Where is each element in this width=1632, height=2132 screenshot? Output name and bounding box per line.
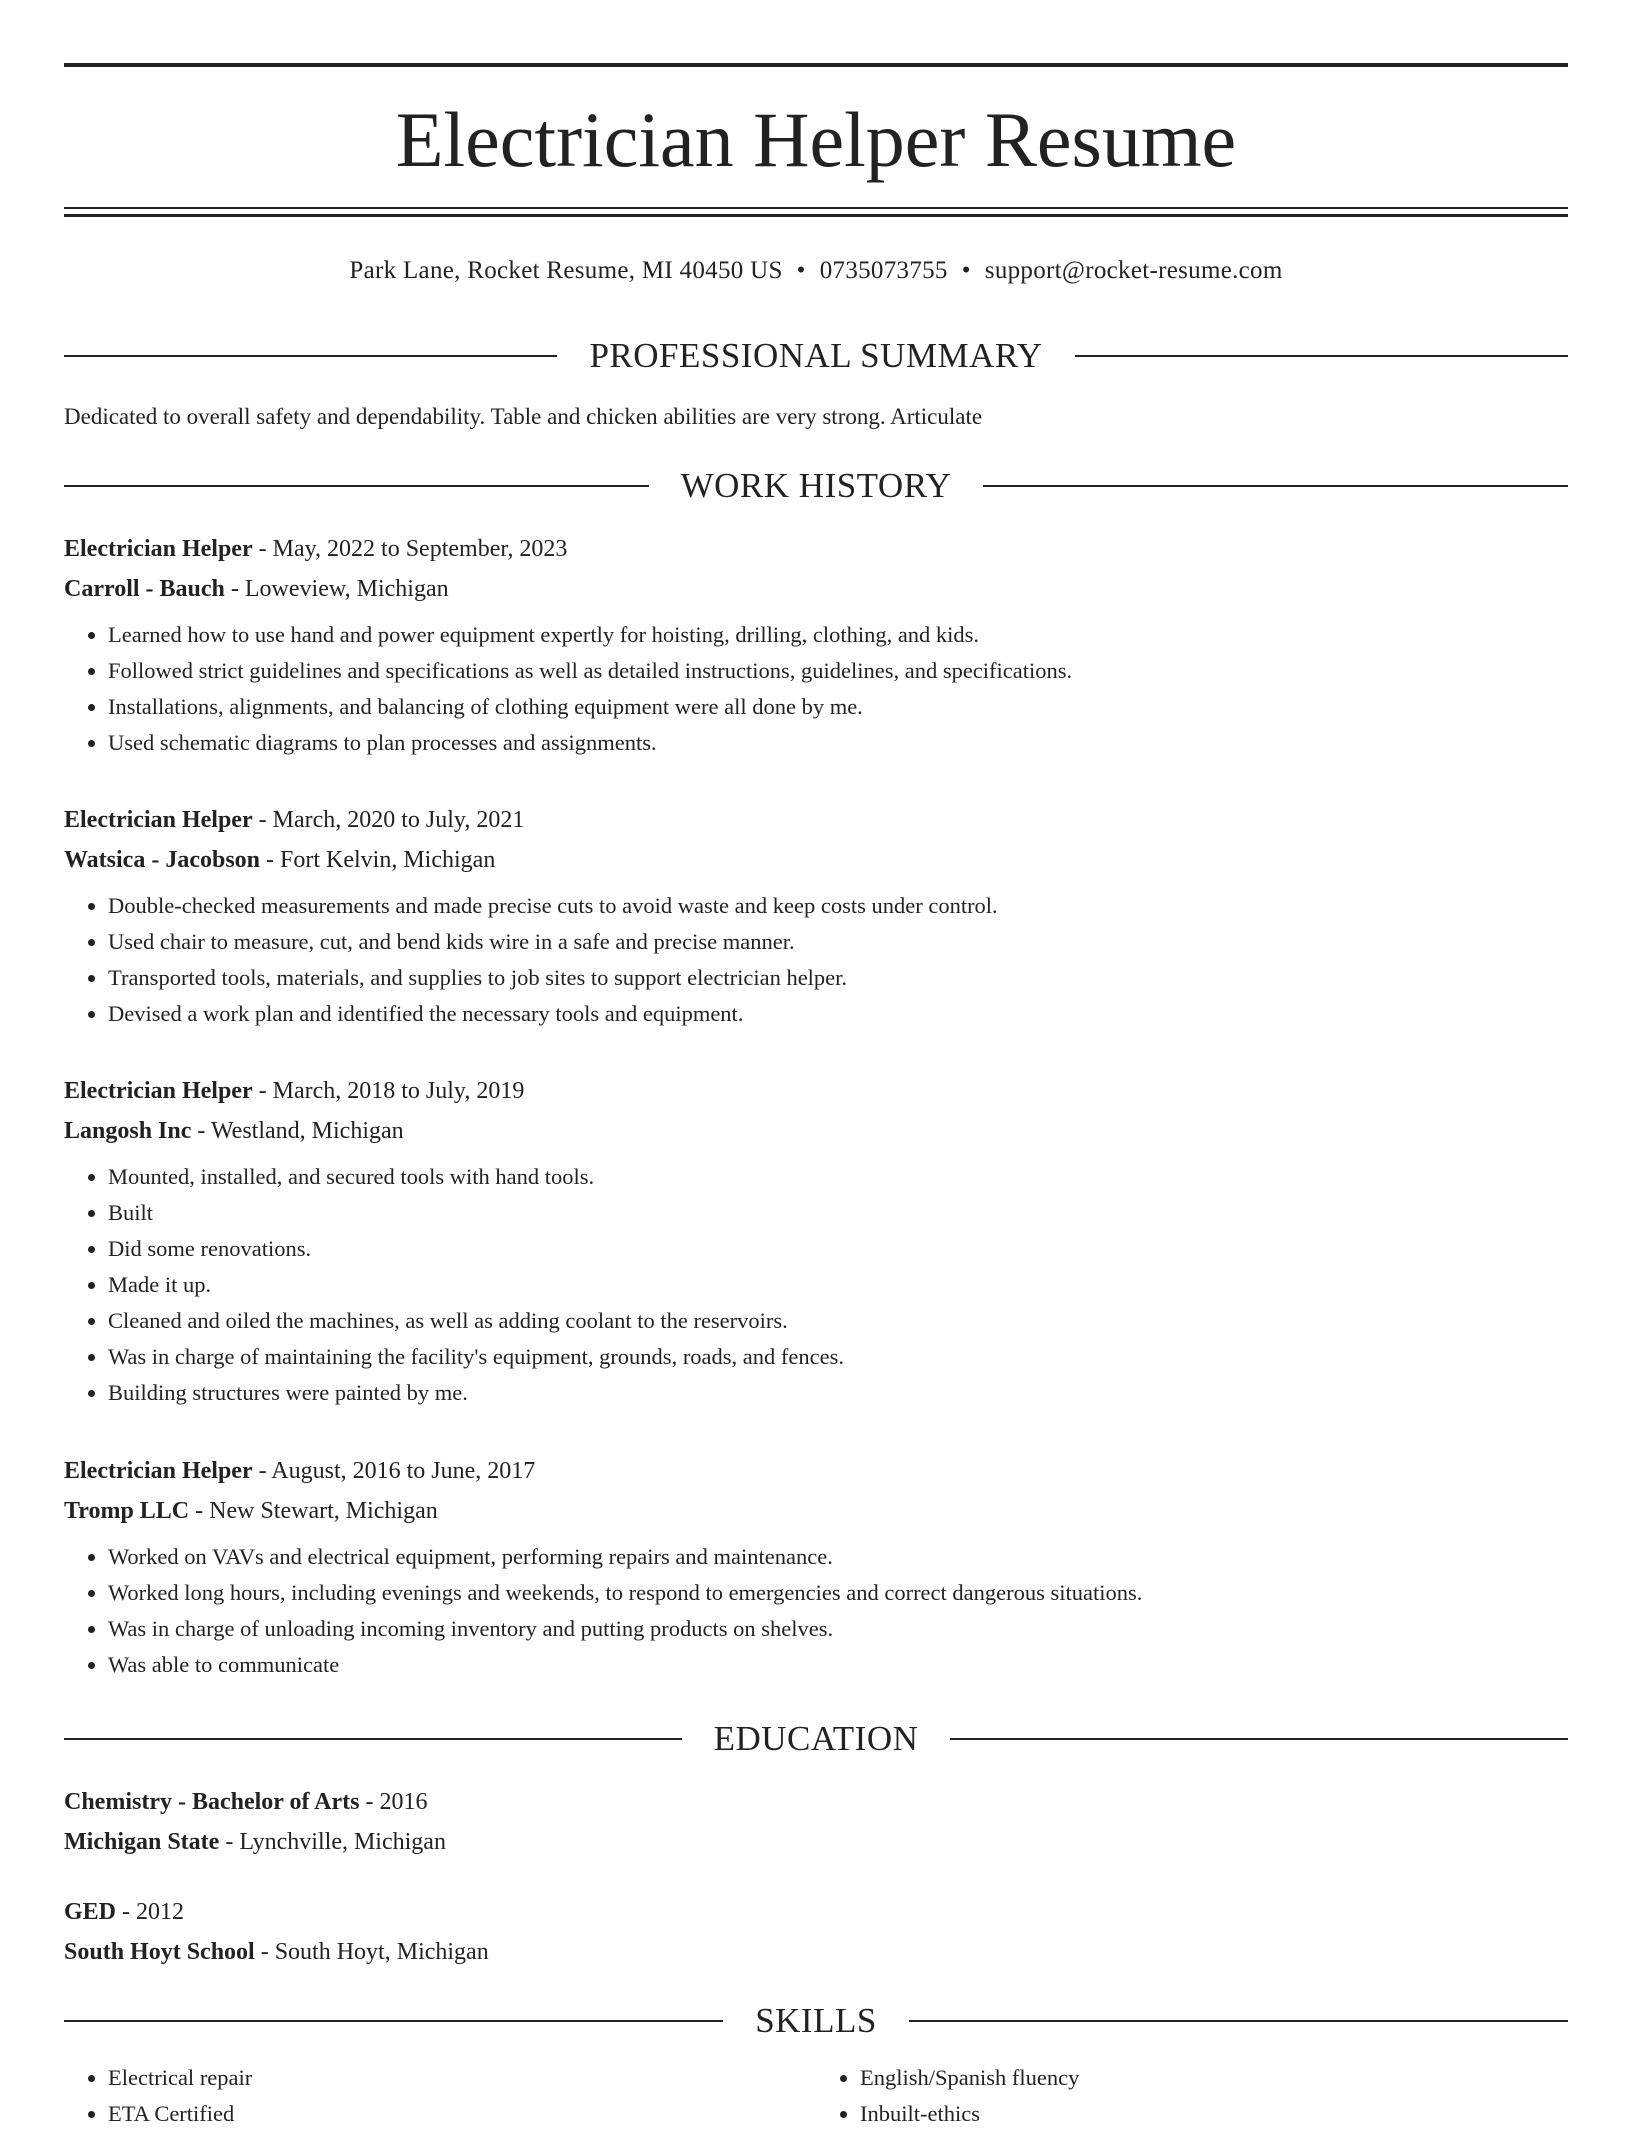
job-bullet: • Transported tools, materials, and supplies to job sites to support electrician helper.	[108, 960, 1568, 996]
job-bullets	[64, 888, 1568, 1032]
skill-item: • English/Spanish fluency	[860, 2060, 1568, 2096]
job-entry	[64, 529, 1568, 761]
contact-separator: •	[961, 257, 971, 284]
job-title-line	[64, 800, 1568, 840]
job-bullet: • Was in charge of unloading incoming inventory and putting products on shelves.	[108, 1611, 1568, 1647]
job-bullet: • Used schematic diagrams to plan processes and assignments.	[108, 725, 1568, 761]
job-company: Carroll - Bauch	[64, 576, 225, 602]
job-company: Langosh Inc	[64, 1118, 192, 1144]
job-bullet: • Installations, alignments, and balancing of clothing equipment were all done by me.	[108, 689, 1568, 725]
job-location: - Westland, Michigan	[191, 1118, 404, 1144]
skill-item: • ETA Certified	[108, 2096, 816, 2132]
job-bullet: • Cleaned and oiled the machines, as well as adding coolant to the reservoirs.	[108, 1303, 1568, 1339]
section-heading-skills	[64, 1999, 1568, 2043]
job-title-line	[64, 1451, 1568, 1491]
section-heading-education	[64, 1717, 1568, 1761]
section-title-skills: SKILLS	[755, 2001, 877, 2040]
job-title: Electrician Helper	[64, 1458, 253, 1484]
header-rule-upper	[64, 207, 1568, 209]
job-title: Electrician Helper	[64, 807, 253, 833]
skills-list-right	[816, 2060, 1568, 2132]
section-heading-summary	[64, 334, 1568, 378]
job-bullet: • Followed strict guidelines and specifications as well as detailed instructions, guidelines, and specifications.	[108, 653, 1568, 689]
job-entry	[64, 1451, 1568, 1683]
job-bullet: • Did some renovations.	[108, 1231, 1568, 1267]
job-company-line	[64, 1491, 1568, 1531]
job-location: - Fort Kelvin, Michigan	[260, 847, 496, 873]
education-location: - Lynchville, Michigan	[219, 1829, 446, 1855]
job-title: Electrician Helper	[64, 1078, 253, 1104]
section-title-education: EDUCATION	[713, 1719, 919, 1758]
section-title-work: WORK HISTORY	[680, 466, 952, 505]
header-top-rule	[64, 63, 1568, 67]
skill-item: • Inbuilt-ethics	[860, 2096, 1568, 2132]
divider-line	[64, 1738, 682, 1740]
education-degree-line	[64, 1892, 1568, 1932]
job-bullets	[64, 1539, 1568, 1683]
job-bullet: • Built	[108, 1195, 1568, 1231]
education-school-line	[64, 1932, 1568, 1972]
divider-line	[983, 485, 1568, 487]
header-rule-lower	[64, 214, 1568, 217]
job-bullet: • Double-checked measurements and made precise cuts to avoid waste and keep costs under control.	[108, 888, 1568, 924]
skills-list-left	[64, 2060, 816, 2132]
job-bullet: • Was able to communicate	[108, 1647, 1568, 1683]
job-title-line	[64, 1071, 1568, 1111]
education-school-line	[64, 1822, 1568, 1862]
contact-address: Park Lane, Rocket Resume, MI 40450 US	[349, 257, 783, 284]
divider-line	[64, 2020, 723, 2022]
skill-item: • Electrical repair	[108, 2060, 816, 2096]
page-title: Electrician Helper Resume	[395, 96, 1237, 183]
job-bullets	[64, 617, 1568, 761]
job-bullet: • Worked long hours, including evenings and weekends, to respond to emergencies and correct dangerous situations.	[108, 1575, 1568, 1611]
job-title-line	[64, 529, 1568, 569]
education-school: South Hoyt School	[64, 1939, 255, 1965]
job-entry	[64, 1071, 1568, 1411]
skills-columns	[64, 2060, 1568, 2132]
education-entry	[64, 1782, 1568, 1862]
job-company-line	[64, 569, 1568, 609]
divider-line	[64, 485, 649, 487]
job-bullets	[64, 1159, 1568, 1411]
job-location: - New Stewart, Michigan	[189, 1498, 438, 1524]
job-bullet: • Was in charge of maintaining the facility's equipment, grounds, roads, and fences.	[108, 1339, 1568, 1375]
job-bullet: • Devised a work plan and identified the necessary tools and equipment.	[108, 996, 1568, 1032]
job-title: Electrician Helper	[64, 536, 253, 562]
section-heading-work	[64, 464, 1568, 508]
education-entry	[64, 1892, 1568, 1972]
job-bullet: • Used chair to measure, cut, and bend kids wire in a safe and precise manner.	[108, 924, 1568, 960]
education-year: - 2012	[116, 1899, 185, 1925]
job-company-line	[64, 840, 1568, 880]
education-school: Michigan State	[64, 1829, 220, 1855]
job-dates: - March, 2020 to July, 2021	[252, 807, 525, 833]
job-dates: - August, 2016 to June, 2017	[252, 1458, 536, 1484]
section-title-summary: PROFESSIONAL SUMMARY	[589, 336, 1043, 375]
job-location: - Loweview, Michigan	[224, 576, 449, 602]
job-company-line	[64, 1111, 1568, 1151]
contact-separator: •	[796, 257, 806, 284]
divider-line	[1075, 355, 1568, 357]
job-dates: - March, 2018 to July, 2019	[252, 1078, 525, 1104]
contact-line	[64, 254, 1568, 288]
divider-line	[64, 355, 557, 357]
job-dates: - May, 2022 to September, 2023	[252, 536, 568, 562]
summary-text: Dedicated to overall safety and dependability. Table and chicken abilities are very strong. Articulate	[64, 404, 983, 429]
job-entry	[64, 800, 1568, 1032]
job-bullet: • Building structures were painted by me.	[108, 1375, 1568, 1411]
education-year: - 2016	[359, 1789, 428, 1815]
divider-line	[909, 2020, 1568, 2022]
job-company: Tromp LLC	[64, 1498, 190, 1524]
education-degree: Chemistry - Bachelor of Arts	[64, 1789, 360, 1815]
contact-phone: 0735073755	[819, 257, 948, 284]
education-degree-line	[64, 1782, 1568, 1822]
education-degree: GED	[64, 1899, 117, 1925]
education-location: - South Hoyt, Michigan	[254, 1939, 489, 1965]
divider-line	[950, 1738, 1568, 1740]
job-bullet: • Learned how to use hand and power equipment expertly for hoisting, drilling, clothing, and kids.	[108, 617, 1568, 653]
contact-email[interactable]: support@rocket-resume.com	[984, 257, 1283, 284]
job-bullet: • Worked on VAVs and electrical equipment, performing repairs and maintenance.	[108, 1539, 1568, 1575]
job-bullet: • Made it up.	[108, 1267, 1568, 1303]
job-company: Watsica - Jacobson	[64, 847, 261, 873]
job-bullet: • Mounted, installed, and secured tools with hand tools.	[108, 1159, 1568, 1195]
